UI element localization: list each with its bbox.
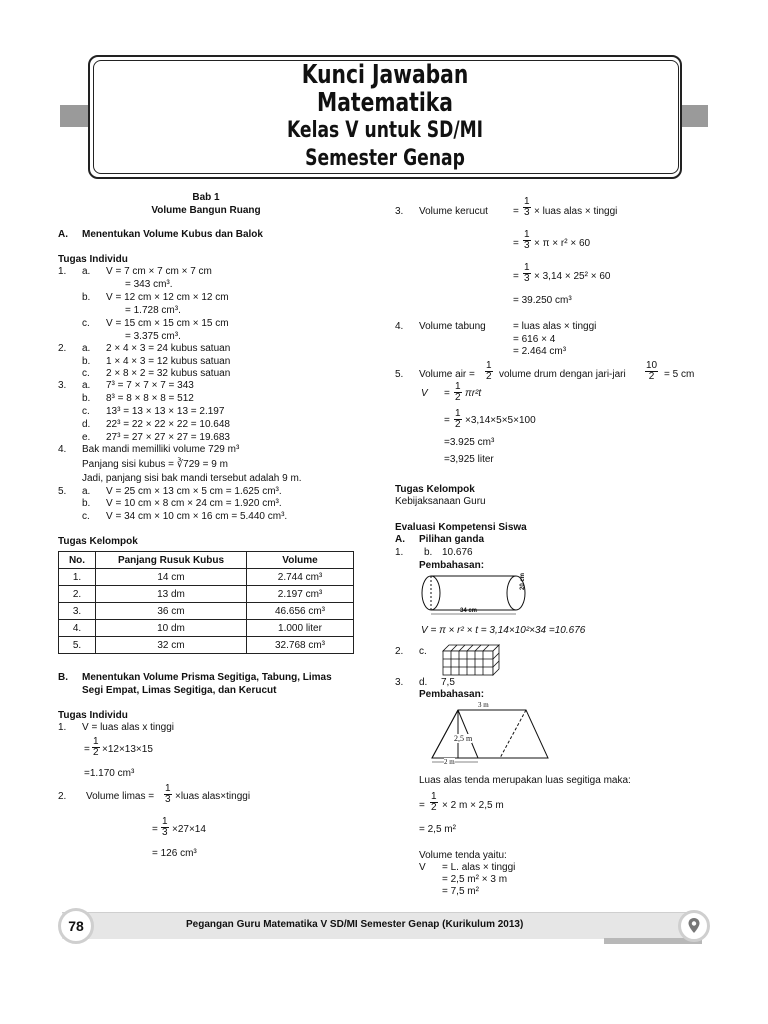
fraction-ten-halves: [645, 361, 658, 382]
answer-line: = 2,5 m²: [419, 824, 456, 835]
answer-line: =3.925 cm³: [444, 437, 495, 448]
item-letter: c.: [82, 368, 90, 379]
fraction-numerator: 10: [646, 360, 658, 371]
table-header: Volume: [247, 552, 354, 569]
table-cell: 46.656 cm³: [247, 603, 354, 620]
answer-line: V = 10 cm × 8 cm × 24 cm = 1.920 cm³.: [106, 498, 282, 509]
page-number: 78: [58, 908, 94, 944]
tent-height-label: 2,5 m: [454, 734, 473, 743]
pembahasan-label: Pembahasan:: [419, 560, 485, 571]
fraction-half: [454, 409, 462, 430]
cylinder-width-label: 34 cm: [460, 608, 478, 614]
table-header: No.: [59, 552, 96, 569]
section-b-title-line2: Segi Empat, Limas Segitiga, dan Kerucut: [82, 685, 277, 696]
table-row: [59, 569, 354, 586]
fraction-numerator: 1: [486, 360, 492, 371]
table-header-row: [59, 552, 354, 569]
item-number: 4.: [58, 444, 67, 455]
unit-cubes-diagram: [441, 641, 505, 677]
fraction-numerator: 1: [455, 381, 461, 392]
tugas-kelompok-heading-2: Tugas Kelompok: [395, 484, 475, 495]
item-letter: a.: [82, 380, 91, 391]
answer-line: ×12×13×15: [102, 744, 153, 755]
variable-v: V: [421, 388, 428, 399]
section-b-title-line1: Menentukan Volume Prisma Segitiga, Tabung, Limas: [82, 672, 332, 683]
table-cell: 10 dm: [96, 620, 247, 637]
fraction-third: [164, 784, 172, 805]
fraction-half: [454, 382, 462, 403]
answer-line: 7³ = 7 × 7 × 7 = 343: [106, 380, 194, 391]
tugas-individu-heading: Tugas Individu: [58, 254, 128, 265]
chapter-title: Volume Bangun Ruang: [151, 205, 261, 216]
item-letter: b.: [82, 356, 91, 367]
fraction-third: [523, 263, 531, 284]
table-row: [59, 603, 354, 620]
table-cell: 5.: [59, 637, 96, 654]
fraction-denominator: 3: [524, 207, 530, 218]
item-letter: a.: [82, 486, 91, 497]
table-cell: 32.768 cm³: [247, 637, 354, 654]
tugas-kelompok-heading: Tugas Kelompok: [58, 536, 138, 547]
table-cell: 2.744 cm³: [247, 569, 354, 586]
answer-line: = 343 cm³.: [125, 279, 173, 290]
table-cell: 3.: [59, 603, 96, 620]
equals-sign: =: [419, 800, 425, 811]
tugas-kelompok-body: Kebijaksanaan Guru: [395, 496, 486, 507]
table-cell: 14 cm: [96, 569, 247, 586]
answer-line: =3,925 liter: [444, 454, 494, 465]
fraction-half: [92, 737, 100, 758]
answer-line: Jadi, panjang sisi bak mandi tersebut adalah 9 m.: [82, 473, 302, 484]
answer-line: 8³ = 8 × 8 × 8 = 512: [106, 393, 194, 404]
answer-line: = 2.464 cm³: [513, 346, 567, 357]
answer-line: = 616 × 4: [513, 334, 556, 345]
fraction-denominator: 3: [524, 273, 530, 284]
item-letter: b.: [82, 393, 91, 404]
answer-line: Volume limas =: [86, 791, 155, 802]
item-letter: c.: [419, 646, 427, 657]
header-band-right: [678, 105, 708, 127]
answer-line: Luas alas tenda merupakan luas segitiga maka:: [419, 775, 631, 786]
answer-line: = 1.728 cm³.: [125, 305, 181, 316]
table-cell: 1.000 liter: [247, 620, 354, 637]
fraction-half: [430, 792, 438, 813]
chapter-number: Bab 1: [192, 192, 220, 203]
fraction-denominator: 3: [524, 240, 530, 251]
answer-line: =1.170 cm³: [84, 768, 135, 779]
cube-table: [58, 551, 354, 654]
footer-text: Pegangan Guru Matematika V SD/MI Semester Genap (Kurikulum 2013): [186, 919, 524, 930]
answer-line: 1 × 4 × 3 = 12 kubus satuan: [106, 356, 231, 367]
answer-line: = 126 cm³: [152, 848, 197, 859]
answer-line: = 2,5 m² × 3 m: [442, 874, 508, 885]
fraction-denominator: 2: [455, 419, 461, 430]
answer-line: Volume air =: [419, 369, 475, 380]
answer-line: 2 × 8 × 2 = 32 kubus satuan: [106, 368, 231, 379]
item-number: 1.: [58, 722, 67, 733]
equals-sign: =: [444, 415, 450, 426]
fraction-numerator: 1: [455, 408, 461, 419]
answer-value: 10.676: [442, 547, 473, 558]
equals-sign: =: [513, 238, 519, 249]
cylinder-height-label: 20 cm: [520, 572, 526, 590]
answer-line: V = luas alas x tinggi: [82, 722, 174, 733]
answer-line: ×3,14×5×5×100: [465, 415, 536, 426]
item-letter: b.: [82, 292, 91, 303]
item-letter: b.: [424, 547, 433, 558]
answer-line: V = 7 cm × 7 cm × 7 cm: [106, 266, 212, 277]
answer-line: × π × r² × 60: [534, 238, 591, 249]
item-number: 1.: [58, 266, 67, 277]
tugas-individu-heading-2: Tugas Individu: [58, 710, 128, 721]
item-letter: c.: [82, 511, 90, 522]
answer-line: = 5 cm: [664, 369, 695, 380]
table-row: [59, 620, 354, 637]
table-cell: 2.197 cm³: [247, 586, 354, 603]
title-line-4: Semester Genap: [305, 146, 465, 171]
section-a-letter: A.: [58, 229, 68, 240]
answer-line: V = 15 cm × 15 cm × 15 cm: [106, 318, 229, 329]
answer-line: volume drum dengan jari-jari: [499, 369, 626, 380]
answer-value: 7,5: [441, 677, 455, 688]
title-line-3: Kelas V untuk SD/MI: [286, 118, 484, 143]
item-number: 5.: [58, 486, 67, 497]
fraction-numerator: 1: [162, 816, 168, 827]
fraction-third: [161, 817, 169, 838]
item-letter: d.: [82, 419, 91, 430]
formula: πr²t: [465, 388, 482, 399]
item-letter: e.: [82, 432, 91, 443]
answer-line: = L. alas × tinggi: [442, 862, 516, 873]
table-cell: 36 cm: [96, 603, 247, 620]
cylinder-formula: V = π × r² × t = 3,14×10²×34 =10.676: [421, 625, 586, 636]
fraction-numerator: 1: [524, 196, 530, 207]
item-number: 4.: [395, 321, 404, 332]
tent-length-label: 3 m: [478, 701, 489, 709]
item-number: 5.: [395, 369, 404, 380]
fraction-denominator: 3: [165, 794, 171, 805]
item-letter: a.: [82, 343, 91, 354]
item-letter: c.: [82, 318, 90, 329]
fraction-numerator: 1: [165, 783, 171, 794]
answer-line: V = 25 cm × 13 cm × 5 cm = 1.625 cm³.: [106, 486, 282, 497]
item-number: 3.: [395, 677, 404, 688]
answer-line: Panjang sisi kubus = ∛729 = 9 m: [82, 459, 228, 470]
answer-line: Bak mandi memilliki volume 729 m³: [82, 444, 240, 455]
table-cell: 4.: [59, 620, 96, 637]
location-pin-icon: [678, 910, 710, 942]
equals-sign: =: [513, 271, 519, 282]
fraction-numerator: 1: [524, 262, 530, 273]
item-number: 2.: [395, 646, 404, 657]
answer-line: ×27×14: [172, 824, 206, 835]
fraction-denominator: 2: [648, 371, 655, 382]
equals-sign: =: [444, 388, 450, 399]
table-cell: 1.: [59, 569, 96, 586]
item-letter: d.: [419, 677, 428, 688]
fraction-numerator: 1: [524, 229, 530, 240]
table-row: [59, 637, 354, 654]
answer-line: = 3.375 cm³.: [125, 331, 181, 342]
pembahasan-label-2: Pembahasan:: [419, 689, 485, 700]
table-cell: 32 cm: [96, 637, 247, 654]
header-band-left: [60, 105, 90, 127]
table-header: Panjang Rusuk Kubus: [96, 552, 247, 569]
answer-line: 27³ = 27 × 27 × 27 = 19.683: [106, 432, 230, 443]
item-letter: b.: [82, 498, 91, 509]
fraction-denominator: 2: [93, 747, 99, 758]
tent-diagram: [428, 700, 554, 766]
section-a-title: Menentukan Volume Kubus dan Balok: [82, 229, 263, 240]
item-number: 2.: [58, 791, 67, 802]
item-number: 3.: [395, 206, 404, 217]
answer-line: 22³ = 22 × 22 × 22 = 10.648: [106, 419, 230, 430]
item-number: 1.: [395, 547, 404, 558]
title-line-2: Matematika: [317, 88, 453, 118]
pilihan-ganda-title: Pilihan ganda: [419, 534, 485, 545]
fraction-denominator: 2: [431, 802, 437, 813]
title-line-1: Kunci Jawaban: [301, 60, 469, 90]
fraction-numerator: 1: [431, 791, 437, 802]
item-number: 3.: [58, 380, 67, 391]
equals-sign: =: [513, 206, 519, 217]
answer-label: Volume tabung: [419, 321, 486, 332]
answer-line: ×luas alas×tinggi: [175, 791, 251, 802]
tent-base-label: 2 m: [444, 758, 455, 766]
answer-line: = luas alas × tinggi: [513, 321, 597, 332]
answer-line: × 2 m × 2,5 m: [442, 800, 504, 811]
table-cell: 13 dm: [96, 586, 247, 603]
section-b-letter: B.: [58, 672, 68, 683]
table-cell: 2.: [59, 586, 96, 603]
fraction-denominator: 2: [455, 392, 461, 403]
answer-line: = 39.250 cm³: [513, 295, 572, 306]
answer-line: V = 12 cm × 12 cm × 12 cm: [106, 292, 229, 303]
fraction-third: [523, 230, 531, 251]
answer-line: 13³ = 13 × 13 × 13 = 2.197: [106, 406, 225, 417]
pilihan-ganda-letter: A.: [395, 534, 405, 545]
answer-label: Volume kerucut: [419, 206, 488, 217]
item-number: 2.: [58, 343, 67, 354]
answer-line: × luas alas × tinggi: [534, 206, 618, 217]
equals-sign: =: [84, 744, 90, 755]
fraction-denominator: 2: [486, 371, 492, 382]
answer-line: 2 × 4 × 3 = 24 kubus satuan: [106, 343, 231, 354]
fraction-denominator: 3: [162, 827, 168, 838]
fraction-third: [523, 197, 531, 218]
table-row: [59, 586, 354, 603]
equals-sign: =: [152, 824, 158, 835]
fraction-half: [485, 361, 493, 382]
fraction-numerator: 1: [93, 736, 99, 747]
variable-v: V: [419, 862, 426, 873]
answer-line: V = 34 cm × 10 cm × 16 cm = 5.440 cm³.: [106, 511, 288, 522]
item-letter: c.: [82, 406, 90, 417]
answer-line: Volume tenda yaitu:: [419, 850, 507, 861]
answer-line: × 3,14 × 25² × 60: [534, 271, 611, 282]
evaluasi-heading: Evaluasi Kompetensi Siswa: [395, 522, 527, 533]
item-letter: a.: [82, 266, 91, 277]
answer-line: = 7,5 m²: [442, 886, 479, 897]
